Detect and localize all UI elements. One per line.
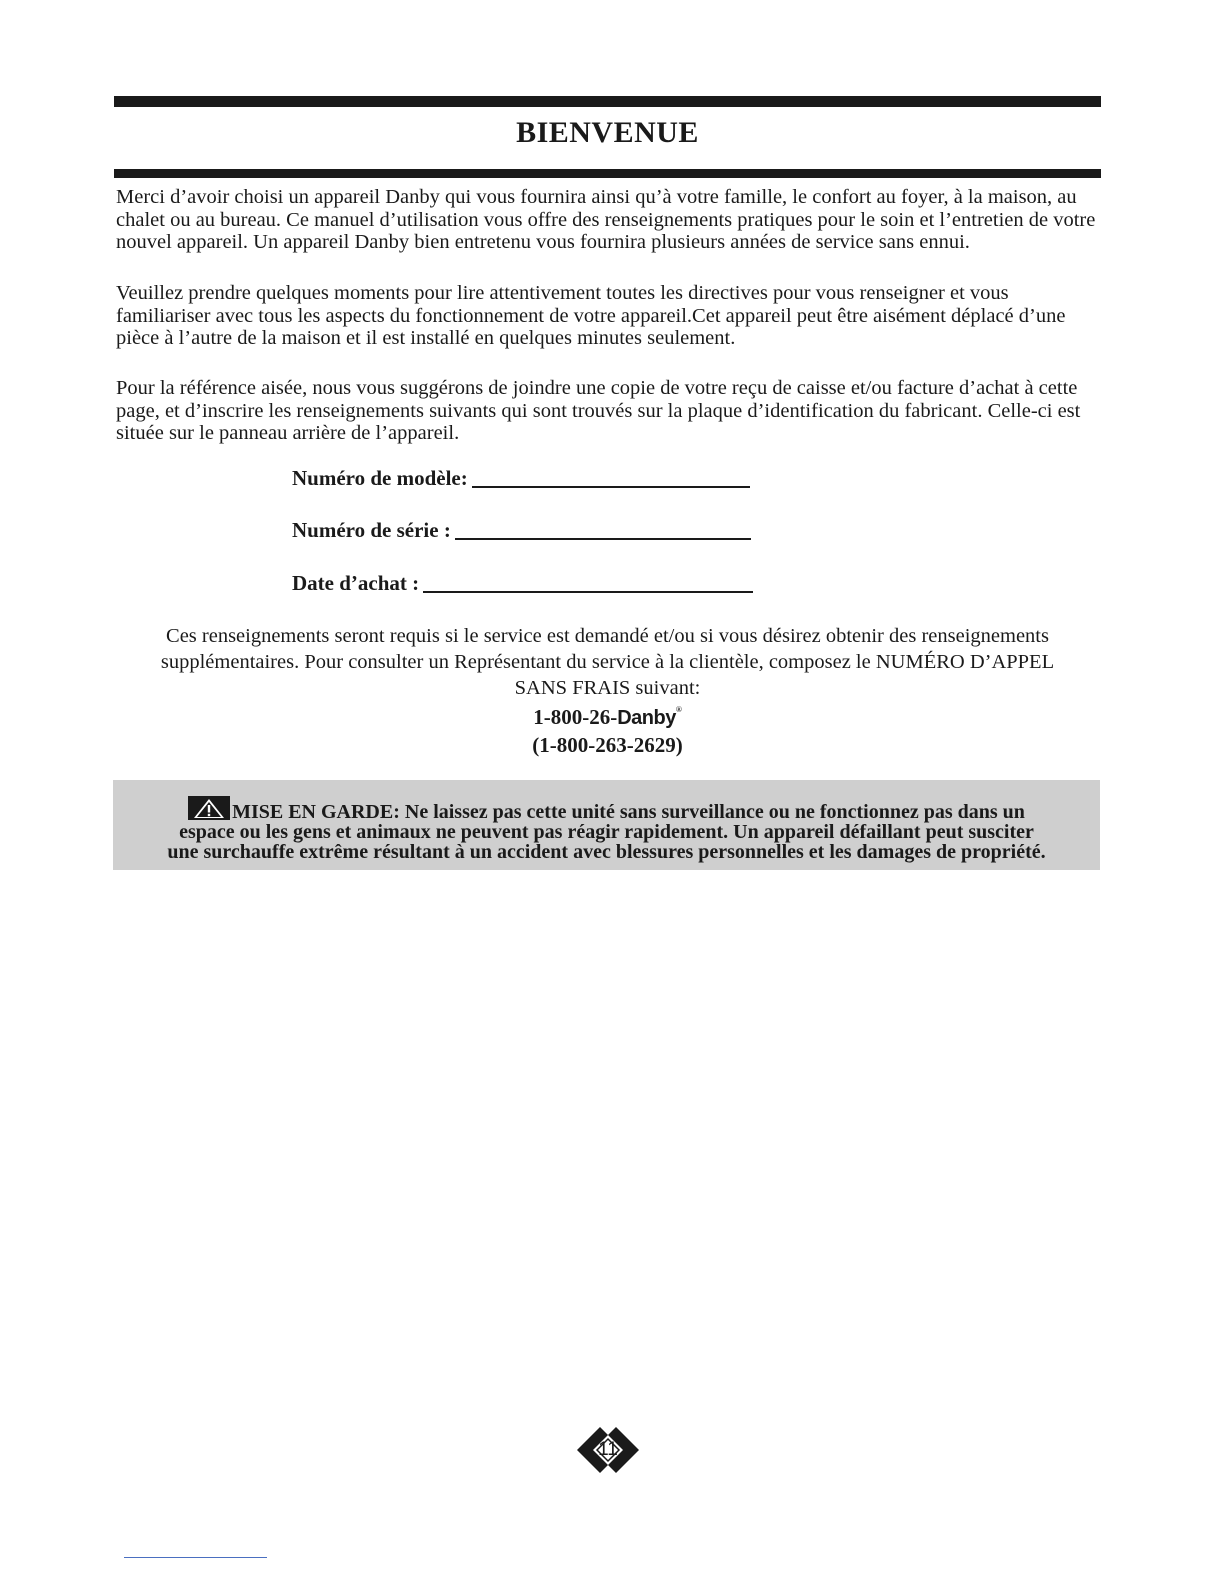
warning-line: espace ou les gens et animaux ne peuvent pas réagir rapidement. Un appareil défaillant peut susciter bbox=[179, 821, 1034, 843]
page-number: 11 bbox=[598, 1439, 618, 1460]
purchase-date-label: Date d’achat : bbox=[292, 571, 420, 595]
service-info-line: SANS FRAIS suivant: bbox=[514, 677, 701, 699]
purchase-date-field bbox=[292, 571, 753, 596]
toll-free-number-numeric: (1-800-263-2629) bbox=[532, 733, 683, 757]
page-title: BIENVENUE bbox=[516, 116, 699, 149]
serial-number-field bbox=[292, 518, 751, 543]
title-bottom-rule bbox=[114, 169, 1101, 178]
top-rule bbox=[114, 96, 1101, 107]
service-info-line: Ces renseignements seront requis si le service est demandé et/ou si vous désirez obtenir des renseignements bbox=[166, 625, 1049, 647]
toll-free-number bbox=[114, 705, 1101, 730]
warning-box bbox=[113, 780, 1100, 870]
warning-line: une surchauffe extrême résultant à un accident avec blessures personnelles et les damages de propriété. bbox=[167, 841, 1046, 863]
warning-triangle-icon bbox=[188, 796, 230, 820]
service-info-line: supplémentaires. Pour consulter un Représentant du service à la clientèle, composez le NUMÉRO D’APPEL bbox=[160, 651, 1055, 673]
model-number-blank bbox=[472, 484, 750, 488]
serial-number-label: Numéro de série : bbox=[292, 518, 451, 542]
intro-paragraph: Merci d’avoir choisi un appareil Danby qui vous fournira ainsi qu’à votre famille, le confort au foyer, à la maison, au chalet ou au bureau. Ce manuel d’utilisation vous offre des renseignements pratiques pour le soin et l’entretien de votre nouvel appareil. Un appareil Danby bien entretenu vous fournira plusieurs années de service sans ennui. bbox=[116, 186, 1096, 253]
service-info bbox=[114, 623, 1101, 701]
purchase-date-blank bbox=[423, 589, 753, 593]
model-number-field bbox=[292, 466, 750, 491]
danby-logo: Danby bbox=[617, 707, 676, 729]
registered-mark-icon: ® bbox=[675, 705, 682, 714]
instructions-paragraph: Veuillez prendre quelques moments pour lire attentivement toutes les directives pour vous renseigner et vous familiariser avec tous les aspects du fonctionnement de votre appareil.Cet appareil peut être aisément déplacé d’une pièce à l’autre de la maison et il est installé en quelques minutes seulement. bbox=[116, 282, 1066, 349]
reference-paragraph: Pour la référence aisée, nous vous suggérons de joindre une copie de votre reçu de caisse et/ou facture d’achat à cette page, et d’inscrire les renseignements suivants qui sont trouvés sur la plaque d’identification du fabricant. Celle-ci est située sur le panneau arrière de l’appareil. bbox=[116, 377, 1081, 444]
phone-prefix: 1-800-26- bbox=[533, 705, 618, 729]
serial-number-blank bbox=[455, 536, 751, 540]
warning-text bbox=[113, 796, 1100, 862]
warning-line: MISE EN GARDE: Ne laissez pas cette unité sans surveillance ou ne fonctionnez pas dans un bbox=[232, 801, 1025, 823]
footer-line bbox=[124, 1557, 267, 1558]
page-number-badge bbox=[575, 1425, 641, 1475]
model-number-label: Numéro de modèle: bbox=[292, 466, 468, 490]
